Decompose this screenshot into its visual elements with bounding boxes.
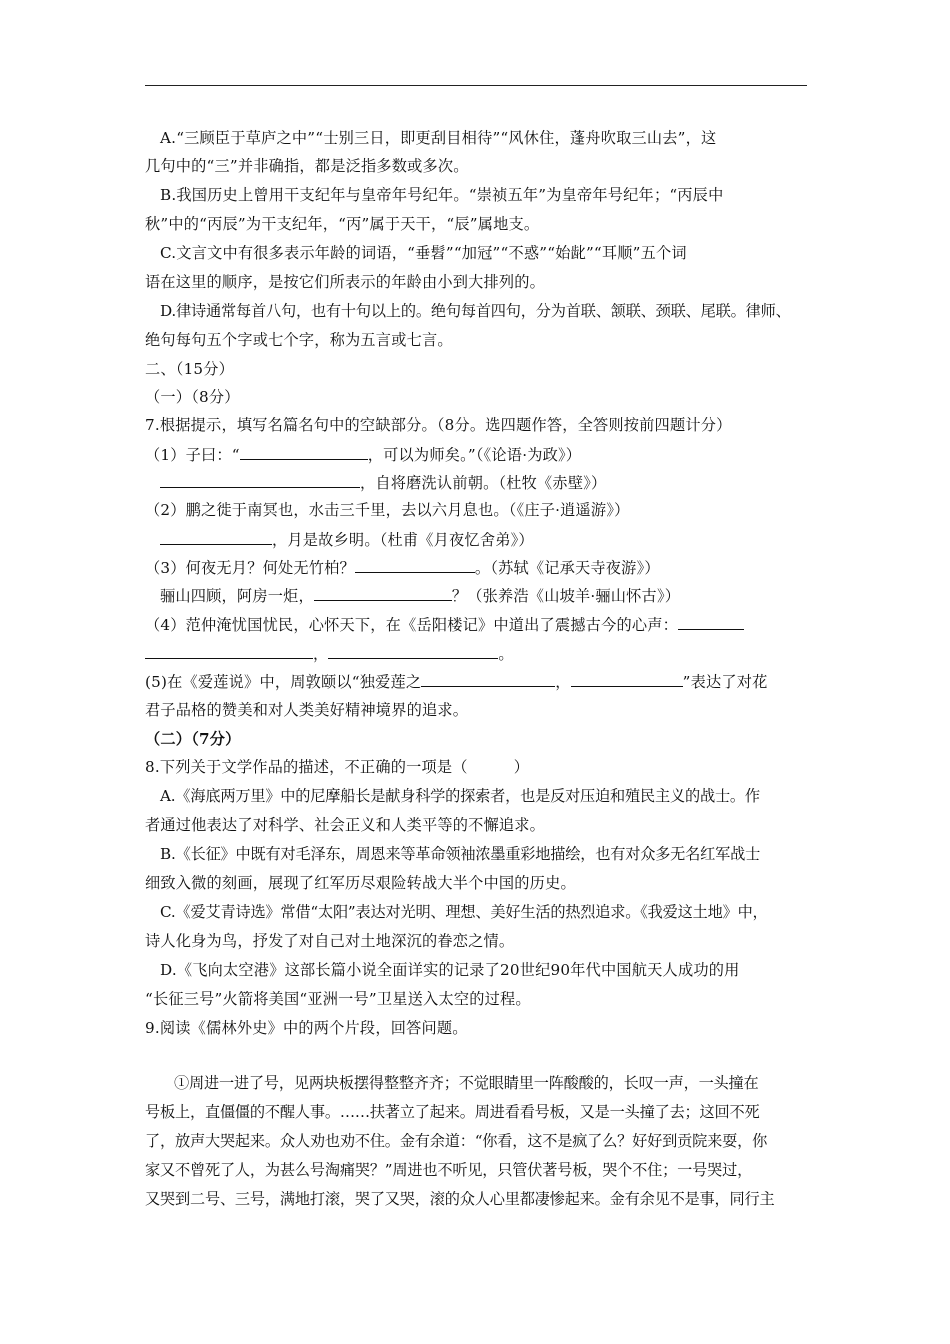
option-c-line-1: C.文言文中有很多表示年龄的词语，“垂髫”“加冠”“不惑”“始龀”“耳顺”五个词 <box>160 244 687 262</box>
option-a-line-2: 几句中的“三”并非确指，都是泛指多数或多次。 <box>145 157 469 175</box>
blank-q7-3a[interactable] <box>355 557 475 573</box>
q7-1b-suffix: ，自将磨洗认前朝。（杜牧《赤壁》） <box>360 474 607 492</box>
passage-line-5: 又哭到二号、三号，满地打滚，哭了又哭，滚的众人心里都凄惨起来。金有余见不是事，同行主 <box>145 1190 775 1208</box>
blank-q7-5b[interactable] <box>571 671 683 687</box>
passage-line-1: ①周进一进了号，见两块板摆得整整齐齐；不觉眼睛里一阵酸酸的，长叹一声，一头撞在 <box>174 1074 759 1092</box>
q7-4-comma: ， <box>313 645 329 663</box>
option-d-line-1: D.律诗通常每首八句，也有十句以上的。绝句每首四句，分为首联、颔联、颈联、尾联。律师、 <box>160 302 791 320</box>
q7-item-2-line-1: （2）鹏之徙于南冥也，水击三千里，去以六月息也。（《庄子·逍遥游》） <box>145 501 630 519</box>
q8-option-a-line-1: A.《海底两万里》中的尼摩船长是献身科学的探索者，也是反对压迫和殖民主义的战士。作 <box>160 787 760 805</box>
q7-item-2-line-2 <box>160 529 810 550</box>
q7-item-3-line-2 <box>160 585 810 606</box>
q7-4-prefix: （4）范仲淹忧国忧民，心怀天下，在《岳阳楼记》中道出了震撼古今的心声： <box>145 616 679 634</box>
q8-option-a-line-2: 者通过他表达了对科学、社会正义和人类平等的不懈追求。 <box>145 816 546 834</box>
q7-4-end: 。 <box>498 645 514 663</box>
q7-item-3-line-1 <box>145 557 810 578</box>
blank-q7-4a[interactable] <box>678 614 744 630</box>
option-b-line-1: B.我国历史上曾用干支纪年与皇帝年号纪年。“崇祯五年”为皇帝年号纪年；“丙辰中 <box>160 186 724 204</box>
q7-3-suffix: 。（苏轼《记承天寺夜游》） <box>474 559 660 577</box>
blank-q7-1b[interactable] <box>160 472 360 488</box>
q8-option-b-line-2: 细致入微的刻画，展现了红军历尽艰险转战大半个中国的历史。 <box>145 874 576 892</box>
q7-1-prefix: （1）子曰：“ <box>145 446 240 464</box>
passage-line-4: 家又不曾死了人，为甚么号淘痛哭？”周进也不听见，只管伏著号板，哭个不住；一号哭过， <box>145 1161 753 1179</box>
question-8-prompt: 8.下列关于文学作品的描述，不正确的一项是（ ） <box>145 758 530 776</box>
q7-3b-suffix: ？（张养浩《山坡羊·骊山怀古》） <box>451 587 681 605</box>
option-a-line-1: A.“三顾臣于草庐之中”“士别三日，即更刮目相待”“风休住，蓬舟吹取三山去”，这 <box>160 129 717 147</box>
q7-item-4-line-2 <box>145 643 810 664</box>
blank-q7-2[interactable] <box>160 529 272 545</box>
section-one-heading: （一）（8分） <box>145 388 240 406</box>
q7-5-prefix: (5)在《爱莲说》中，周敦颐以“独爱莲之 <box>145 673 422 691</box>
section-two-sub-heading: （二）（7分） <box>145 730 241 748</box>
question-7-prompt: 7.根据提示，填写名篇名句中的空缺部分。（8分。选四题作答，全答则按前四题计分） <box>145 416 732 434</box>
q7-item-4-line-1 <box>145 614 810 635</box>
q7-1-suffix: ，可以为师矣。”（《论语·为政》） <box>367 446 582 464</box>
q7-5-suffix: ”表达了对花 <box>682 673 768 691</box>
q7-item-5-line-1 <box>145 671 810 692</box>
q7-item-5-line-2: 君子品格的赞美和对人类美好精神境界的追求。 <box>145 701 469 719</box>
header-rule <box>145 85 807 86</box>
q8-option-d-line-1: D.《飞向太空港》这部长篇小说全面详实的记录了20世纪90年代中国航天人成功的用 <box>160 961 740 979</box>
q8-option-c-line-1: C.《爱艾青诗选》常借“太阳”表达对光明、理想、美好生活的热烈追求。《我爱这土地》中， <box>160 903 768 921</box>
section-two-heading: 二、（15分） <box>145 360 235 378</box>
q8-option-d-line-2: “长征三号”火箭将美国“亚洲一号”卫星送入太空的过程。 <box>145 990 531 1008</box>
q7-3b-prefix: 骊山四顾，阿房一炬， <box>160 587 314 605</box>
q7-3-prefix: （3）何夜无月？何处无竹柏？ <box>145 559 355 577</box>
q7-item-1-line-2 <box>160 472 810 493</box>
blank-q7-3b[interactable] <box>314 585 452 601</box>
q7-2-suffix: ，月是故乡明。（杜甫《月夜忆舍弟》） <box>272 531 534 549</box>
passage-line-2: 号板上，直僵僵的不醒人事。……扶著立了起来。周进看看号板，又是一头撞了去；这回不死 <box>145 1103 760 1121</box>
q7-5-comma: ， <box>555 673 571 691</box>
option-c-line-2: 语在这里的顺序，是按它们所表示的年龄由小到大排列的。 <box>145 273 546 291</box>
option-d-line-2: 绝句每句五个字或七个字，称为五言或七言。 <box>145 331 453 349</box>
q7-item-1-line-1 <box>145 444 810 465</box>
blank-q7-4b[interactable] <box>145 643 313 659</box>
option-b-line-2: 秋”中的“丙辰”为干支纪年，“丙”属于天干，“辰”属地支。 <box>145 215 540 233</box>
blank-q7-4c[interactable] <box>328 643 498 659</box>
q8-option-b-line-1: B.《长征》中既有对毛泽东，周恩来等革命领袖浓墨重彩地描绘，也有对众多无名红军战士 <box>160 845 761 863</box>
passage-line-3: 了，放声大哭起来。众人劝也劝不住。金有余道：“你看，这不是疯了么？好好到贡院来耍，你 <box>145 1132 768 1150</box>
blank-q7-1a[interactable] <box>240 444 368 460</box>
blank-q7-5a[interactable] <box>421 671 555 687</box>
q8-option-c-line-2: 诗人化身为鸟，抒发了对自己对土地深沉的眷恋之情。 <box>145 932 515 950</box>
question-9-prompt: 9.阅读《儒林外史》中的两个片段，回答问题。 <box>145 1019 468 1037</box>
